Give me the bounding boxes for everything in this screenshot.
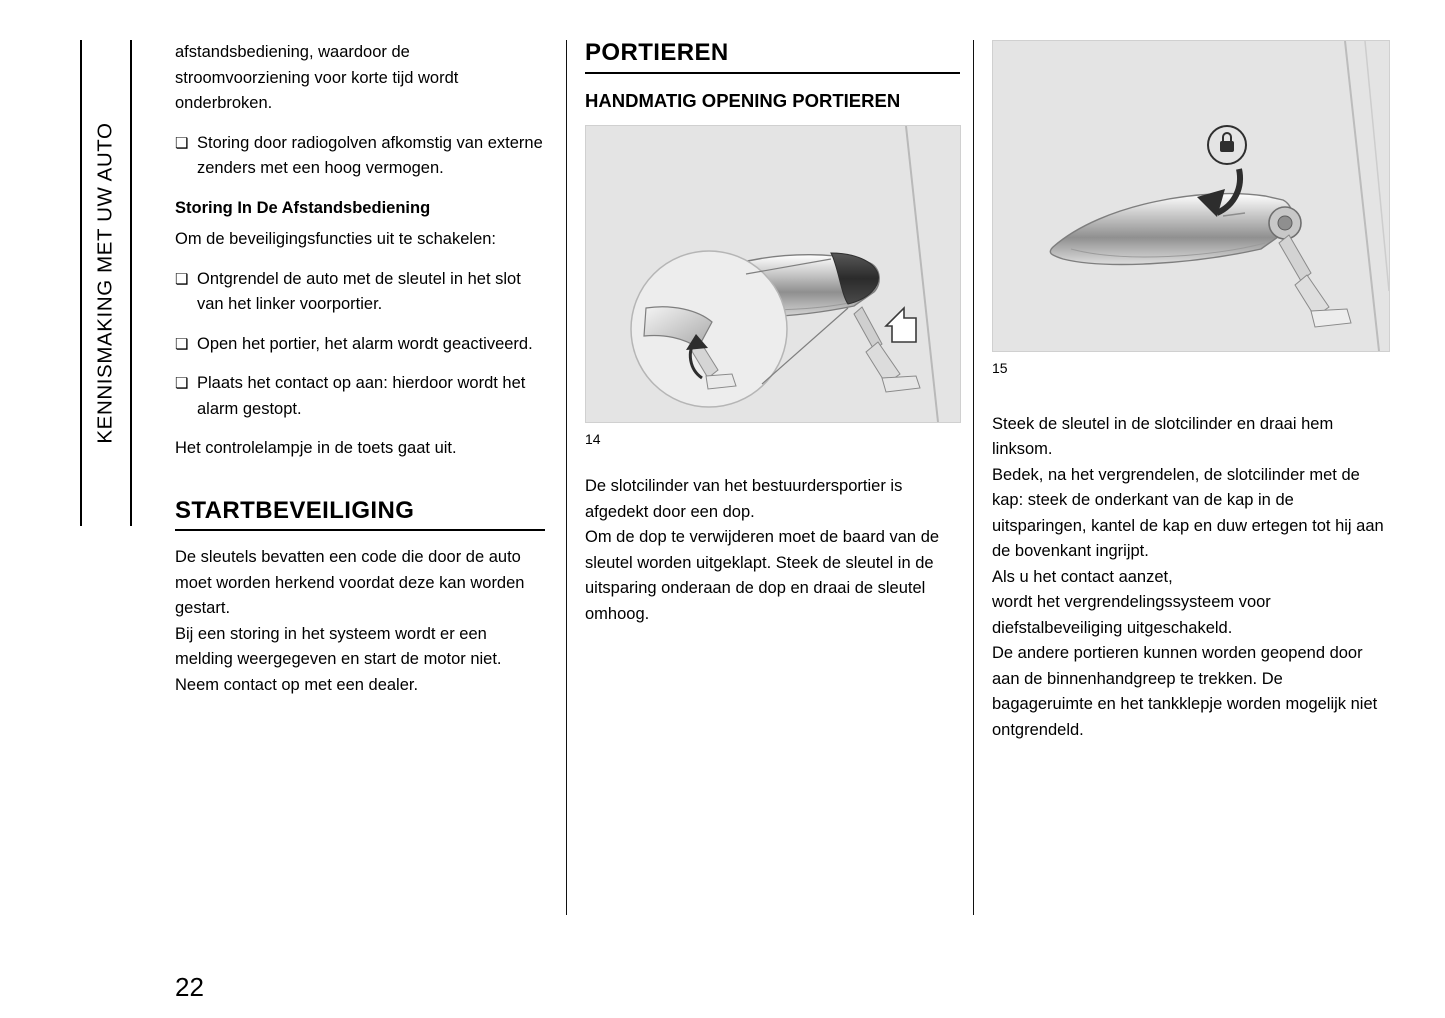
bullet-square-icon: ❏ (175, 375, 189, 392)
column-divider-1 (566, 40, 567, 915)
list-item-label: Plaats het contact op aan: hierdoor wordt het alarm gestopt. (197, 374, 526, 418)
section-startbeveiliging (175, 498, 545, 699)
list-item (175, 267, 545, 318)
section-paragraph-3: Neem contact op met een dealer. (175, 675, 419, 694)
figure-14-caption: 14 (585, 430, 601, 447)
column-2 (585, 40, 960, 627)
column3-paragraph-3: Als u het contact aanzet, (992, 567, 1173, 586)
column2-paragraph-2: Om de dop te verwijderen moet de baard van de sleutel worden uitgeklapt. Steek de sleutel in de uitsparing onderaan de dop en draai de sleutel omhoog. (585, 528, 940, 623)
figure-15-illustration (993, 41, 1389, 351)
figure-key-in-lock-cylinder (992, 40, 1390, 352)
list-item (175, 131, 545, 182)
list-item-label: Open het portier, het alarm wordt geactiveerd. (197, 334, 533, 353)
page-number: 22 (175, 972, 204, 1002)
column-divider-2 (973, 40, 974, 915)
list-item (175, 332, 545, 358)
column-1 (175, 40, 545, 698)
figure-door-handle-lock-cover (585, 125, 961, 423)
closing-paragraph: Het controlelampje in de toets gaat uit. (175, 439, 457, 457)
chapter-tab (80, 40, 132, 526)
figure-15-caption: 15 (992, 360, 1008, 376)
bullet-square-icon: ❏ (175, 270, 189, 288)
paragraph-after-subheading: Om de beveiligingsfuncties uit te schakelen: (175, 230, 497, 248)
column3-paragraph-4: wordt het vergrendelingssysteem voor diefstalbeveiliging uitgeschakeld. (992, 593, 1271, 637)
column2-paragraph-1: De slotcilinder van het bestuurdersportier is afgedekt door een dop. (585, 477, 903, 521)
heading-rule (175, 529, 545, 531)
subheading-storing: Storing In De Afstandsbediening (175, 198, 431, 217)
list-item (175, 371, 545, 422)
chapter-tab-label: KENNISMAKING MET UW AUTO (94, 122, 117, 444)
subsection-heading-handmatig: HANDMATIG OPENING PORTIEREN (585, 89, 901, 111)
bullet-square-icon: ❏ (175, 134, 189, 152)
section-paragraph-2: Bij een storing in het systeem wordt er een melding weergegeven en start de motor niet. (175, 624, 502, 668)
list-item-label: Ontgrendel de auto met de sleutel in het slot van het linker voorportier. (197, 269, 521, 313)
figure-14-illustration (586, 126, 960, 422)
intro-paragraph: afstandsbediening, waardoor de stroomvoorziening voor korte tijd wordt onderbroken. (175, 43, 459, 112)
column3-paragraph-2: Bedek, na het vergrendelen, de slotcilinder met de kap: steek de onderkant van de kap in de uitsparingen, kantel de kap en duw ertegen tot hij aan de bovenkant ingrijpt. (992, 465, 1384, 560)
column3-paragraph-1: Steek de sleutel in de slotcilinder en draai hem linksom. (992, 414, 1334, 458)
column3-paragraph-5: De andere portieren kunnen worden geopend door aan de binnenhandgreep te trekken. De bagageruimte en het tankklepje worden mogelijk niet ontgrendeld. (992, 644, 1378, 739)
section-paragraph-1: De sleutels bevatten een code die door de auto moet worden herkend voordat deze kan worden gestart. (175, 548, 525, 617)
list-item-label: Storing door radiogolven afkomstig van externe zenders met een hoog vermogen. (197, 133, 543, 177)
section-heading: STARTBEVEILIGING (175, 496, 415, 524)
bullet-square-icon: ❏ (175, 335, 189, 353)
column-3 (992, 40, 1388, 743)
section-heading-portieren: PORTIEREN (585, 39, 729, 66)
heading-rule (585, 72, 960, 74)
